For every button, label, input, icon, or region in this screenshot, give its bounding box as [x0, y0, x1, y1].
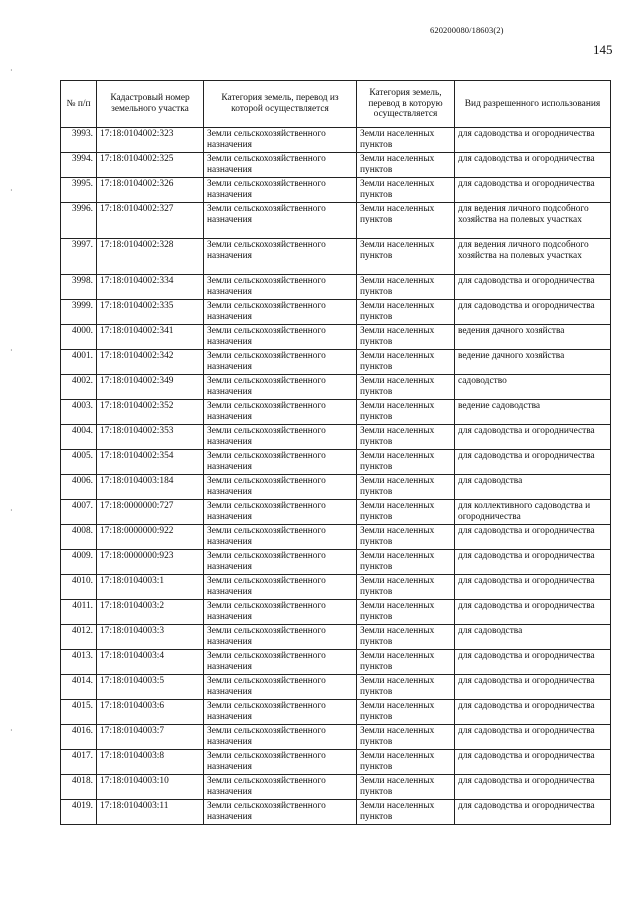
- table-row: [61, 575, 611, 600]
- permitted-use: для садоводства и огородничества: [455, 600, 611, 625]
- cadastral-number: 17:18:0104002:328: [97, 239, 204, 275]
- table-row: [61, 625, 611, 650]
- permitted-use: для садоводства и огородничества: [455, 450, 611, 475]
- current-category: Земли сельскохозяйственного назначения: [204, 625, 357, 650]
- cadastral-number: 17:18:0104002:354: [97, 450, 204, 475]
- current-category: Земли сельскохозяйственного назначения: [204, 750, 357, 775]
- permitted-use: для коллективного садоводства и огородничества: [455, 500, 611, 525]
- table-row: [61, 178, 611, 203]
- cadastral-number: 17:18:0104002:327: [97, 203, 204, 239]
- table-row: [61, 775, 611, 800]
- row-number: 4016.: [61, 725, 97, 750]
- target-category: Земли населенных пунктов: [357, 450, 455, 475]
- permitted-use: для садоводства и огородничества: [455, 725, 611, 750]
- table-row: [61, 550, 611, 575]
- cadastral-number: 17:18:0104002:342: [97, 350, 204, 375]
- current-category: Земли сельскохозяйственного назначения: [204, 575, 357, 600]
- cadastral-number: 17:18:0104003:8: [97, 750, 204, 775]
- current-category: Земли сельскохозяйственного назначения: [204, 203, 357, 239]
- row-number: 4007.: [61, 500, 97, 525]
- permitted-use: для садоводства и огородничества: [455, 700, 611, 725]
- cadastral-number: 17:18:0104002:323: [97, 128, 204, 153]
- target-category: Земли населенных пунктов: [357, 575, 455, 600]
- scan-mark: ·: [10, 186, 13, 195]
- table-row: [61, 675, 611, 700]
- permitted-use: для садоводства и огородничества: [455, 300, 611, 325]
- table-row: [61, 300, 611, 325]
- target-category: Земли населенных пунктов: [357, 153, 455, 178]
- target-category: Земли населенных пунктов: [357, 475, 455, 500]
- current-category: Земли сельскохозяйственного назначения: [204, 350, 357, 375]
- table-body: [61, 128, 611, 825]
- permitted-use: для садоводства и огородничества: [455, 275, 611, 300]
- cadastral-number: 17:18:0104002:349: [97, 375, 204, 400]
- permitted-use: для садоводства и огородничества: [455, 750, 611, 775]
- cadastral-number: 17:18:0104002:325: [97, 153, 204, 178]
- target-category: Земли населенных пунктов: [357, 400, 455, 425]
- row-number: 4015.: [61, 700, 97, 725]
- permitted-use: для садоводства и огородничества: [455, 178, 611, 203]
- cadastral-number: 17:18:0104003:6: [97, 700, 204, 725]
- target-category: Земли населенных пунктов: [357, 128, 455, 153]
- current-category: Земли сельскохозяйственного назначения: [204, 300, 357, 325]
- current-category: Земли сельскохозяйственного назначения: [204, 450, 357, 475]
- cadastral-number: 17:18:0000000:923: [97, 550, 204, 575]
- target-category: Земли населенных пунктов: [357, 500, 455, 525]
- target-category: Земли населенных пунктов: [357, 425, 455, 450]
- permitted-use: садоводство: [455, 375, 611, 400]
- target-category: Земли населенных пунктов: [357, 375, 455, 400]
- current-category: Земли сельскохозяйственного назначения: [204, 475, 357, 500]
- row-number: 3994.: [61, 153, 97, 178]
- row-number: 4010.: [61, 575, 97, 600]
- current-category: Земли сельскохозяйственного назначения: [204, 675, 357, 700]
- target-category: Земли населенных пунктов: [357, 350, 455, 375]
- scan-mark: ·: [10, 506, 13, 515]
- row-number: 4003.: [61, 400, 97, 425]
- target-category: Земли населенных пунктов: [357, 675, 455, 700]
- table-row: [61, 128, 611, 153]
- permitted-use: для садоводства и огородничества: [455, 775, 611, 800]
- cadastral-number: 17:18:0104003:2: [97, 600, 204, 625]
- header-cadastral: Кадастровый номер земельного участка: [97, 81, 204, 128]
- target-category: Земли населенных пунктов: [357, 550, 455, 575]
- permitted-use: ведение дачного хозяйства: [455, 350, 611, 375]
- cadastral-number: 17:18:0104003:10: [97, 775, 204, 800]
- row-number: 4000.: [61, 325, 97, 350]
- permitted-use: для садоводства и огородничества: [455, 425, 611, 450]
- cadastral-number: 17:18:0104003:11: [97, 800, 204, 825]
- target-category: Земли населенных пунктов: [357, 300, 455, 325]
- current-category: Земли сельскохозяйственного назначения: [204, 525, 357, 550]
- permitted-use: для садоводства и огородничества: [455, 153, 611, 178]
- permitted-use: для садоводства и огородничества: [455, 128, 611, 153]
- table-row: [61, 239, 611, 275]
- permitted-use: для садоводства: [455, 475, 611, 500]
- cadastral-number: 17:18:0000000:727: [97, 500, 204, 525]
- target-category: Земли населенных пунктов: [357, 275, 455, 300]
- table-row: [61, 600, 611, 625]
- table-row: [61, 500, 611, 525]
- table-row: [61, 750, 611, 775]
- row-number: 4009.: [61, 550, 97, 575]
- cadastral-number: 17:18:0104002:341: [97, 325, 204, 350]
- permitted-use: для садоводства и огородничества: [455, 550, 611, 575]
- target-category: Земли населенных пунктов: [357, 178, 455, 203]
- permitted-use: для садоводства и огородничества: [455, 800, 611, 825]
- table-row: [61, 800, 611, 825]
- row-number: 3997.: [61, 239, 97, 275]
- cadastral-number: 17:18:0104003:5: [97, 675, 204, 700]
- row-number: 4011.: [61, 600, 97, 625]
- table-row: [61, 350, 611, 375]
- header-num: № п/п: [61, 81, 97, 128]
- cadastral-number: 17:18:0104002:335: [97, 300, 204, 325]
- row-number: 4008.: [61, 525, 97, 550]
- table-row: [61, 375, 611, 400]
- row-number: 4001.: [61, 350, 97, 375]
- current-category: Земли сельскохозяйственного назначения: [204, 500, 357, 525]
- row-number: 4017.: [61, 750, 97, 775]
- target-category: Земли населенных пунктов: [357, 625, 455, 650]
- current-category: Земли сельскохозяйственного назначения: [204, 153, 357, 178]
- cadastral-number: 17:18:0104003:7: [97, 725, 204, 750]
- current-category: Земли сельскохозяйственного назначения: [204, 550, 357, 575]
- current-category: Земли сельскохозяйственного назначения: [204, 275, 357, 300]
- table-row: [61, 425, 611, 450]
- row-number: 3996.: [61, 203, 97, 239]
- page-number: 145: [593, 42, 613, 57]
- permitted-use: для ведения личного подсобного хозяйства на полевых участках: [455, 239, 611, 275]
- target-category: Земли населенных пунктов: [357, 775, 455, 800]
- row-number: 4012.: [61, 625, 97, 650]
- current-category: Земли сельскохозяйственного назначения: [204, 178, 357, 203]
- table-row: [61, 400, 611, 425]
- scan-mark: ·: [10, 346, 13, 355]
- current-category: Земли сельскохозяйственного назначения: [204, 375, 357, 400]
- row-number: 3998.: [61, 275, 97, 300]
- table-row: [61, 203, 611, 239]
- scan-mark: ·: [10, 66, 13, 75]
- row-number: 4018.: [61, 775, 97, 800]
- table-row: [61, 475, 611, 500]
- permitted-use: для садоводства и огородничества: [455, 575, 611, 600]
- current-category: Земли сельскохозяйственного назначения: [204, 725, 357, 750]
- current-category: Земли сельскохозяйственного назначения: [204, 400, 357, 425]
- table-row: [61, 325, 611, 350]
- header-current-category: Категория земель, перевод из которой осуществляется: [204, 81, 357, 128]
- cadastral-number: 17:18:0104003:4: [97, 650, 204, 675]
- cadastral-number: 17:18:0104003:184: [97, 475, 204, 500]
- cadastral-number: 17:18:0104002:326: [97, 178, 204, 203]
- table-row: [61, 725, 611, 750]
- cadastral-number: 17:18:0000000:922: [97, 525, 204, 550]
- row-number: 3993.: [61, 128, 97, 153]
- scan-mark: ·: [10, 726, 13, 735]
- row-number: 4002.: [61, 375, 97, 400]
- cadastral-number: 17:18:0104002:334: [97, 275, 204, 300]
- land-plots-table: [60, 80, 611, 825]
- row-number: 4004.: [61, 425, 97, 450]
- permitted-use: для садоводства и огородничества: [455, 525, 611, 550]
- current-category: Земли сельскохозяйственного назначения: [204, 325, 357, 350]
- permitted-use: для садоводства: [455, 625, 611, 650]
- table-header-row: [61, 81, 611, 128]
- cadastral-number: 17:18:0104003:3: [97, 625, 204, 650]
- target-category: Земли населенных пунктов: [357, 325, 455, 350]
- header-permitted-use: Вид разрешенного использования: [455, 81, 611, 128]
- target-category: Земли населенных пунктов: [357, 800, 455, 825]
- permitted-use: ведения дачного хозяйства: [455, 325, 611, 350]
- target-category: Земли населенных пунктов: [357, 203, 455, 239]
- target-category: Земли населенных пунктов: [357, 650, 455, 675]
- current-category: Земли сельскохозяйственного назначения: [204, 425, 357, 450]
- current-category: Земли сельскохозяйственного назначения: [204, 128, 357, 153]
- current-category: Земли сельскохозяйственного назначения: [204, 239, 357, 275]
- row-number: 4019.: [61, 800, 97, 825]
- target-category: Земли населенных пунктов: [357, 700, 455, 725]
- table-row: [61, 275, 611, 300]
- table-row: [61, 700, 611, 725]
- current-category: Земли сельскохозяйственного назначения: [204, 775, 357, 800]
- row-number: 4005.: [61, 450, 97, 475]
- cadastral-number: 17:18:0104002:352: [97, 400, 204, 425]
- target-category: Земли населенных пунктов: [357, 239, 455, 275]
- permitted-use: ведение садоводства: [455, 400, 611, 425]
- current-category: Земли сельскохозяйственного назначения: [204, 800, 357, 825]
- permitted-use: для садоводства и огородничества: [455, 675, 611, 700]
- target-category: Земли населенных пунктов: [357, 750, 455, 775]
- row-number: 3999.: [61, 300, 97, 325]
- row-number: 4014.: [61, 675, 97, 700]
- cadastral-number: 17:18:0104003:1: [97, 575, 204, 600]
- target-category: Земли населенных пунктов: [357, 600, 455, 625]
- permitted-use: для садоводства и огородничества: [455, 650, 611, 675]
- table-row: [61, 450, 611, 475]
- target-category: Земли населенных пунктов: [357, 525, 455, 550]
- current-category: Земли сельскохозяйственного назначения: [204, 600, 357, 625]
- current-category: Земли сельскохозяйственного назначения: [204, 700, 357, 725]
- table-row: [61, 525, 611, 550]
- document-number: 620200080/18603(2): [430, 25, 504, 35]
- table-row: [61, 153, 611, 178]
- target-category: Земли населенных пунктов: [357, 725, 455, 750]
- table-row: [61, 650, 611, 675]
- header-target-category: Категория земель, перевод в которую осуществляется: [357, 81, 455, 128]
- cadastral-number: 17:18:0104002:353: [97, 425, 204, 450]
- current-category: Земли сельскохозяйственного назначения: [204, 650, 357, 675]
- permitted-use: для ведения личного подсобного хозяйства на полевых участках: [455, 203, 611, 239]
- row-number: 4006.: [61, 475, 97, 500]
- row-number: 3995.: [61, 178, 97, 203]
- row-number: 4013.: [61, 650, 97, 675]
